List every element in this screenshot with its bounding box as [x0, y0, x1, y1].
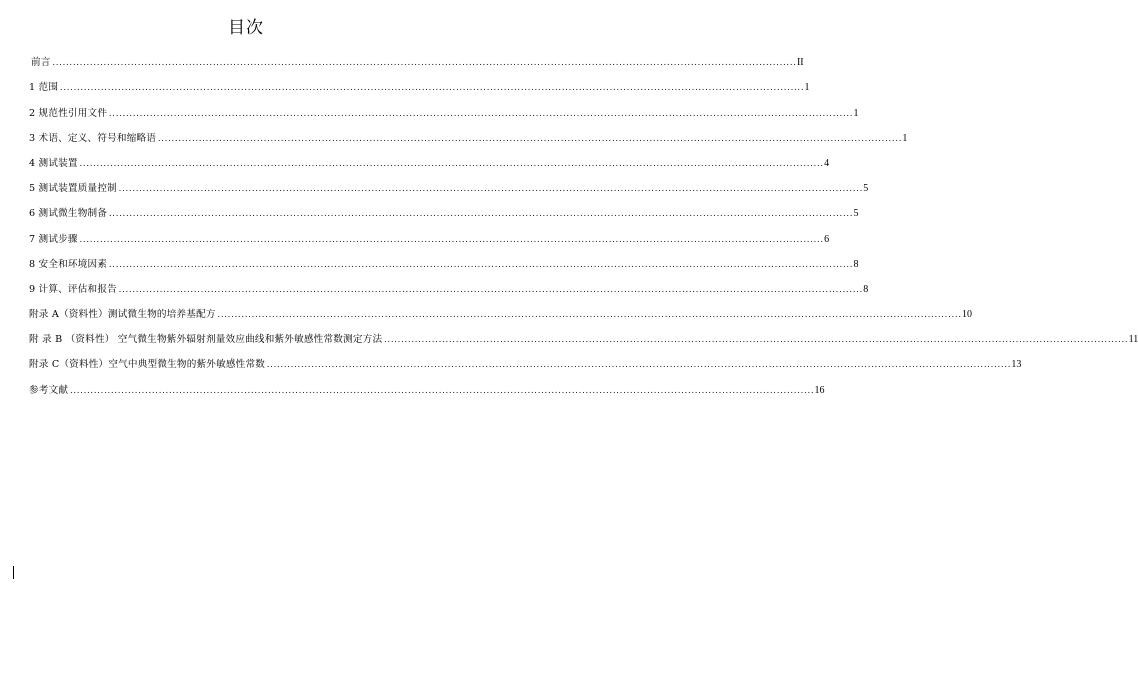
toc-entry-bibliography[interactable]: [29, 371, 825, 396]
toc-entry-label: 5 测试装置质量控制: [29, 183, 117, 195]
toc-entry-label: 参考文献: [29, 384, 69, 396]
toc-entry-label: 附录 A（资料性）测试微生物的培养基配方: [29, 309, 216, 321]
toc-dot-leader: ..........................................................................................................................................................................................................................: [69, 386, 814, 395]
toc-dot-leader: ..........................................................................................................................................................................................................................: [59, 84, 804, 93]
toc-entry-foreword[interactable]: [29, 44, 804, 69]
toc-page-number: 11: [1128, 334, 1138, 346]
toc-dot-leader: ..........................................................................................................................................................................................................................: [383, 336, 1128, 345]
toc-page-number: 1: [804, 82, 810, 94]
toc-page-number: 8: [863, 283, 869, 295]
toc-entry-label: 7 测试步骤: [29, 233, 78, 245]
toc-dot-leader: ..........................................................................................................................................................................................................................: [108, 260, 853, 269]
toc-dot-leader: ..........................................................................................................................................................................................................................: [216, 311, 962, 320]
toc-dot-leader: ..........................................................................................................................................................................................................................: [108, 109, 853, 118]
toc-entry-label: 附录 C（资料性）空气中典型微生物的紫外敏感性常数: [29, 359, 266, 371]
toc-entry-label: 9 计算、评估和报告: [29, 283, 117, 295]
table-of-contents: [29, 44, 1138, 397]
toc-entry-terms[interactable]: [29, 120, 908, 145]
toc-page-number: 5: [853, 208, 859, 220]
toc-entry-scope[interactable]: [29, 69, 810, 94]
toc-title: 目次: [228, 18, 264, 38]
toc-entry-test-procedure[interactable]: [29, 220, 830, 245]
toc-dot-leader: ..........................................................................................................................................................................................................................: [117, 285, 863, 294]
toc-entry-microorganism-prep[interactable]: [29, 195, 859, 220]
toc-entry-test-apparatus[interactable]: [29, 145, 830, 170]
toc-page-number: 1: [853, 107, 859, 119]
toc-entry-normative-references[interactable]: [29, 94, 859, 119]
toc-entry-label: 4 测试装置: [29, 157, 78, 169]
toc-page-number: 13: [1011, 359, 1022, 371]
toc-entry-label: 8 安全和环境因素: [29, 258, 108, 270]
toc-page-number: 4: [824, 157, 830, 169]
toc-entry-annex-b[interactable]: [29, 321, 1138, 346]
toc-dot-leader: ..........................................................................................................................................................................................................................: [157, 134, 902, 143]
toc-dot-leader: ..........................................................................................................................................................................................................................: [266, 361, 1011, 370]
toc-entry-label: 3 术语、定义、符号和缩略语: [29, 132, 157, 144]
toc-entry-label: 1 范围: [29, 82, 59, 94]
toc-page-number: 5: [863, 183, 869, 195]
text-cursor: [13, 566, 14, 579]
toc-entry-label: 前言: [31, 57, 51, 69]
toc-entry-label: 2 规范性引用文件: [29, 107, 108, 119]
toc-entry-annex-a[interactable]: [29, 296, 973, 321]
toc-entry-calculation[interactable]: [29, 271, 869, 296]
toc-dot-leader: ..........................................................................................................................................................................................................................: [108, 210, 853, 219]
toc-entry-label: 6 测试微生物制备: [29, 208, 108, 220]
toc-page-number: 8: [853, 258, 859, 270]
toc-entry-annex-c[interactable]: [29, 346, 1022, 371]
toc-page-number: 16: [814, 384, 825, 396]
toc-page-number: 1: [902, 132, 908, 144]
toc-dot-leader: ..........................................................................................................................................................................................................................: [117, 185, 863, 194]
toc-page-number: 10: [962, 309, 973, 321]
toc-entry-safety[interactable]: [29, 246, 859, 271]
toc-dot-leader: ..........................................................................................................................................................................................................................: [51, 59, 796, 68]
toc-entry-label: 附 录 B （资料性） 空气微生物紫外辐射剂量效应曲线和紫外敏感性常数测定方法: [29, 334, 383, 346]
toc-dot-leader: ..........................................................................................................................................................................................................................: [78, 235, 824, 244]
toc-dot-leader: ..........................................................................................................................................................................................................................: [78, 159, 824, 168]
toc-page-number: 6: [824, 233, 830, 245]
toc-entry-quality-control[interactable]: [29, 170, 869, 195]
toc-page-number: II: [796, 57, 804, 69]
